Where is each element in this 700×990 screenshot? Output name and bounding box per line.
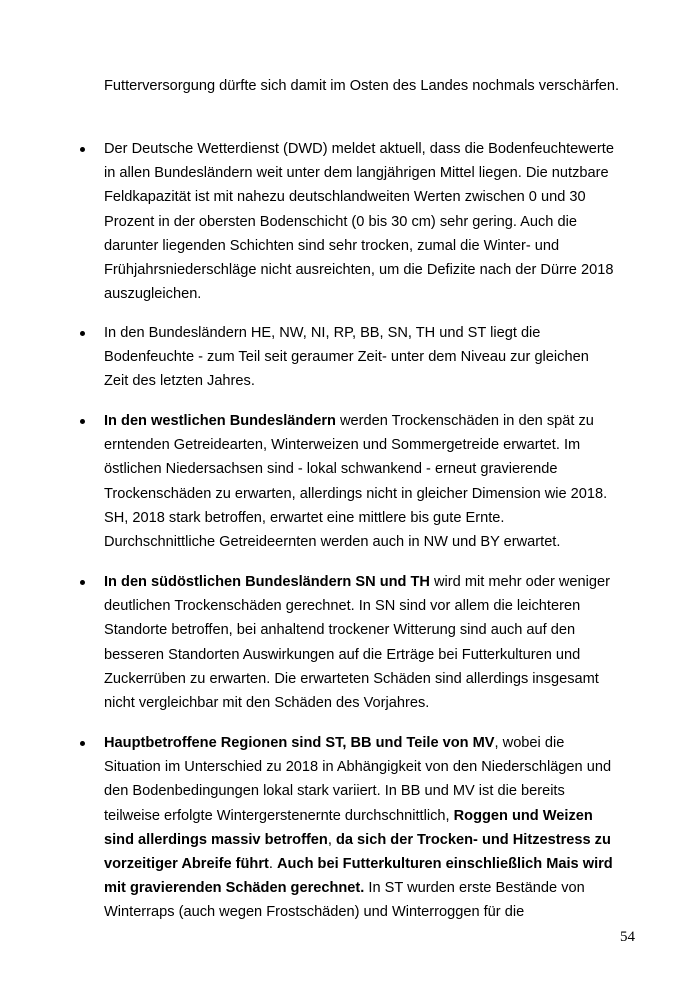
page-number: 54	[620, 929, 635, 945]
bullet-dot-icon	[80, 741, 85, 746]
bullet-dot-icon	[80, 331, 85, 336]
bullet-item-dwd-soil-moisture	[104, 137, 614, 306]
bullet-dot-icon	[80, 580, 85, 585]
bullet-item-western-states	[104, 409, 614, 554]
bullet-emphasis: da sich der Trocken- und Hitzestress zu vorzeitiger Abreife führt	[104, 831, 611, 873]
bullet-item-federal-states-soil	[104, 321, 614, 394]
bullet-text: In ST wurden erste Bestände von Winterraps (auch wegen Frostschäden) und Winterroggen für die	[104, 880, 585, 921]
bullet-dot-icon	[80, 147, 85, 152]
intro-paragraph: Futterversorgung dürfte sich damit im Osten des Landes nochmals verschärfen.	[104, 78, 620, 94]
bullet-emphasis: Auch bei Futterkulturen einschließlich Mais wird mit gravierenden Schäden gerechnet.	[104, 856, 613, 897]
bullet-heading: Hauptbetroffene Regionen sind ST, BB und Teile von MV	[104, 735, 495, 751]
bullet-emphasis: Roggen und Weizen sind allerdings massiv betroffen	[104, 807, 593, 848]
bullet-text: wird mit mehr oder weniger deutlichen Trockenschäden gerechnet. In SN sind vor allem die leichteren Standorte betroffen, bei anhaltend trockener Witterung sind auch auf den besseren Standorten Auswirkungen auf die Erträge bei Futterkulturen und Zuckerrüben zu erwarten. Die erwarteten Schäden sind allerdings insgesamt nicht vergleichbar mit den Schäden des Vorjahres.	[104, 574, 611, 712]
bullet-text: werden Trockenschäden in den spät zu erntenden Getreidearten, Winterweizen und Sommergetreide erwartet. Im östlichen Niedersachsen sind - lokal schwankend - erneut gravierende Trockenschäden zu erwarten, allerdings nicht in gleicher Dimension wie 2018. SH, 2018 stark betroffen, erwartet eine mittlere bis gute Ernte. Durchschnittliche Getreideernten werden auch in NW und BY erwartet.	[104, 413, 608, 551]
bullet-heading: In den südöstlichen Bundesländern SN und TH	[104, 574, 430, 590]
bullet-item-southeastern-states	[104, 570, 614, 715]
bullet-dot-icon	[80, 419, 85, 424]
bullet-text: ,	[327, 831, 336, 848]
bullet-text: Der Deutsche Wetterdienst (DWD) meldet aktuell, dass die Bodenfeuchtewerte in allen Bundesländern weit unter dem langjährigen Mittel liegen. Die nutzbare Feldkapazität ist mit nahezu deutschlandweiten Werten zwischen 0 und 30 Prozent in der obersten Bodenschicht (0 bis 30 cm) sehr gering. Auch die darunter liegenden Schichten sind sehr trocken, zumal die Winter- und Frühjahrsniederschläge nicht ausreichten, um die Defizite nach der Dürre 2018 auszugleichen.	[104, 141, 614, 303]
bullet-text: , wobei die Situation im Unterschied zu 2018 in Abhängigkeit von den Niederschlägen und den Bodenbedingungen lokal stark variiert. In BB und MV ist die bereits teilweise erfolgte Wintergerstenernte durchschnittlich,	[104, 735, 612, 824]
bullet-text: In den Bundesländern HE, NW, NI, RP, BB, SN, TH und ST liegt die Bodenfeuchte - zum Teil seit geraumer Zeit- unter dem Niveau zur gleichen Zeit des letzten Jahres.	[104, 325, 589, 390]
bullet-heading: In den westlichen Bundesländern	[104, 413, 336, 429]
bullet-item-main-affected-regions	[104, 731, 614, 925]
bullet-text: .	[268, 856, 277, 873]
